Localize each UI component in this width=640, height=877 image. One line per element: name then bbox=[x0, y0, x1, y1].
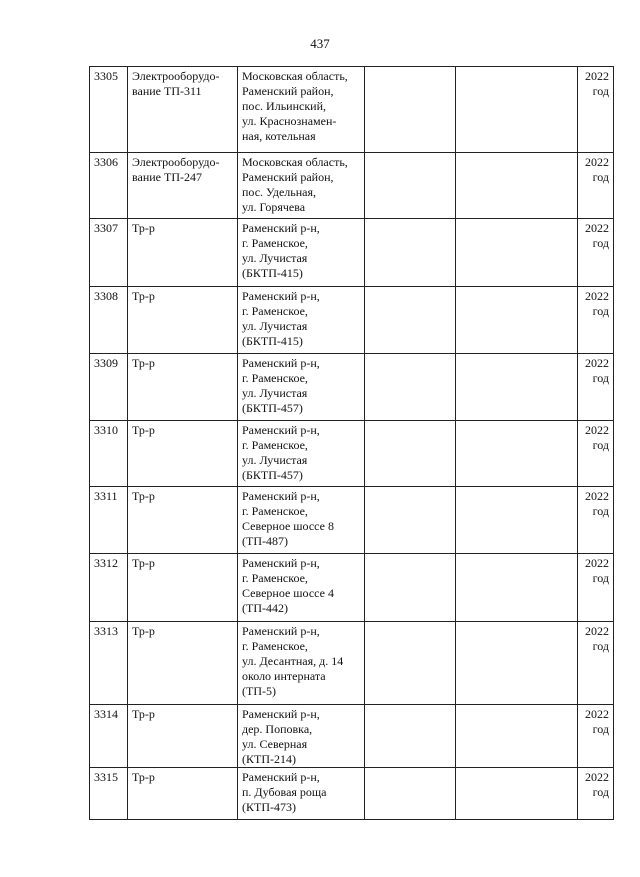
table-row bbox=[90, 219, 614, 287]
row-number-cell: 3308 bbox=[90, 287, 128, 354]
address-cell bbox=[238, 622, 365, 705]
empty-cell bbox=[456, 421, 578, 487]
empty-cell bbox=[365, 421, 456, 487]
address-cell bbox=[238, 219, 365, 287]
year-text: 2022 год bbox=[585, 155, 609, 184]
row-number-cell: 3312 bbox=[90, 554, 128, 622]
empty-cell bbox=[365, 219, 456, 287]
year-text: 2022 год bbox=[585, 221, 609, 250]
year-text: 2022 год bbox=[585, 624, 609, 653]
address-text: Раменский р-н, дер. Поповка, ул. Северная (КТП-214) bbox=[242, 707, 320, 766]
address-cell bbox=[238, 768, 365, 820]
year-cell bbox=[578, 554, 614, 622]
address-text: Раменский р-н, г. Раменское, ул. Лучистая (БКТП-415) bbox=[242, 221, 320, 280]
year-text: 2022 год bbox=[585, 770, 609, 799]
object-cell bbox=[128, 287, 238, 354]
address-text: Раменский р-н, п. Дубовая роща (КТП-473) bbox=[242, 770, 327, 814]
address-cell bbox=[238, 487, 365, 554]
object-text: Тр-р bbox=[132, 356, 155, 370]
empty-cell bbox=[365, 287, 456, 354]
table-row bbox=[90, 421, 614, 487]
empty-cell bbox=[365, 67, 456, 153]
year-cell bbox=[578, 705, 614, 768]
object-cell bbox=[128, 421, 238, 487]
year-text: 2022 год bbox=[585, 707, 609, 736]
empty-cell bbox=[456, 554, 578, 622]
address-cell bbox=[238, 705, 365, 768]
table-row bbox=[90, 554, 614, 622]
empty-cell bbox=[365, 354, 456, 421]
address-text: Раменский р-н, г. Раменское, ул. Лучистая (БКТП-457) bbox=[242, 423, 320, 482]
empty-cell bbox=[456, 622, 578, 705]
table-row bbox=[90, 768, 614, 820]
row-number-cell: 3306 bbox=[90, 153, 128, 219]
address-cell bbox=[238, 153, 365, 219]
table-row bbox=[90, 622, 614, 705]
address-text: Раменский р-н, г. Раменское, ул. Лучистая (БКТП-415) bbox=[242, 289, 320, 348]
object-cell bbox=[128, 622, 238, 705]
object-cell bbox=[128, 153, 238, 219]
object-text: Тр-р bbox=[132, 624, 155, 638]
empty-cell bbox=[365, 622, 456, 705]
object-text: Тр-р bbox=[132, 489, 155, 503]
object-cell bbox=[128, 219, 238, 287]
table-row bbox=[90, 487, 614, 554]
row-number-cell: 3315 bbox=[90, 768, 128, 820]
year-cell bbox=[578, 219, 614, 287]
object-text: Тр-р bbox=[132, 221, 155, 235]
empty-cell bbox=[365, 153, 456, 219]
year-cell bbox=[578, 354, 614, 421]
object-cell bbox=[128, 487, 238, 554]
page-number: 437 bbox=[310, 36, 330, 51]
address-text: Раменский р-н, г. Раменское, ул. Лучистая (БКТП-457) bbox=[242, 356, 320, 415]
object-cell bbox=[128, 67, 238, 153]
object-cell bbox=[128, 768, 238, 820]
address-cell bbox=[238, 67, 365, 153]
object-cell bbox=[128, 705, 238, 768]
address-text: Московская область, Раменский район, пос. Удельная, ул. Горячева bbox=[242, 155, 348, 214]
table-row bbox=[90, 705, 614, 768]
year-text: 2022 год bbox=[585, 423, 609, 452]
empty-cell bbox=[365, 768, 456, 820]
object-cell bbox=[128, 554, 238, 622]
year-text: 2022 год bbox=[585, 356, 609, 385]
year-cell bbox=[578, 622, 614, 705]
address-text: Московская область, Раменский район, пос. Ильинский, ул. Краснознамен- ная, котельная bbox=[242, 69, 348, 143]
address-cell bbox=[238, 421, 365, 487]
year-text: 2022 год bbox=[585, 289, 609, 318]
empty-cell bbox=[456, 354, 578, 421]
year-cell bbox=[578, 153, 614, 219]
object-text: Тр-р bbox=[132, 707, 155, 721]
empty-cell bbox=[365, 705, 456, 768]
row-number-cell: 3311 bbox=[90, 487, 128, 554]
row-number-cell: 3314 bbox=[90, 705, 128, 768]
address-text: Раменский р-н, г. Раменское, Северное шоссе 4 (ТП-442) bbox=[242, 556, 334, 615]
table-row bbox=[90, 67, 614, 153]
object-text: Тр-р bbox=[132, 556, 155, 570]
object-text: Тр-р bbox=[132, 423, 155, 437]
registry-table bbox=[89, 66, 614, 820]
year-cell bbox=[578, 768, 614, 820]
row-number-cell: 3305 bbox=[90, 67, 128, 153]
empty-cell bbox=[456, 67, 578, 153]
empty-cell bbox=[365, 554, 456, 622]
year-cell bbox=[578, 487, 614, 554]
address-cell bbox=[238, 554, 365, 622]
address-text: Раменский р-н, г. Раменское, ул. Десантная, д. 14 около интерната (ТП-5) bbox=[242, 624, 344, 698]
address-cell bbox=[238, 354, 365, 421]
row-number-cell: 3313 bbox=[90, 622, 128, 705]
row-number-cell: 3307 bbox=[90, 219, 128, 287]
empty-cell bbox=[456, 219, 578, 287]
year-text: 2022 год bbox=[585, 69, 609, 98]
empty-cell bbox=[456, 287, 578, 354]
registry-table-body bbox=[90, 67, 614, 820]
empty-cell bbox=[365, 487, 456, 554]
year-text: 2022 год bbox=[585, 489, 609, 518]
object-text: Тр-р bbox=[132, 770, 155, 784]
empty-cell bbox=[456, 768, 578, 820]
row-number-cell: 3309 bbox=[90, 354, 128, 421]
object-text: Тр-р bbox=[132, 289, 155, 303]
year-cell bbox=[578, 421, 614, 487]
address-text: Раменский р-н, г. Раменское, Северное шоссе 8 (ТП-487) bbox=[242, 489, 334, 548]
object-text: Электрооборудо- вание ТП-311 bbox=[132, 69, 220, 98]
object-text: Электрооборудо- вание ТП-247 bbox=[132, 155, 220, 184]
address-cell bbox=[238, 287, 365, 354]
row-number-cell: 3310 bbox=[90, 421, 128, 487]
year-cell bbox=[578, 287, 614, 354]
empty-cell bbox=[456, 705, 578, 768]
table-row bbox=[90, 153, 614, 219]
object-cell bbox=[128, 354, 238, 421]
year-text: 2022 год bbox=[585, 556, 609, 585]
table-row bbox=[90, 287, 614, 354]
empty-cell bbox=[456, 153, 578, 219]
table-row bbox=[90, 354, 614, 421]
empty-cell bbox=[456, 487, 578, 554]
year-cell bbox=[578, 67, 614, 153]
